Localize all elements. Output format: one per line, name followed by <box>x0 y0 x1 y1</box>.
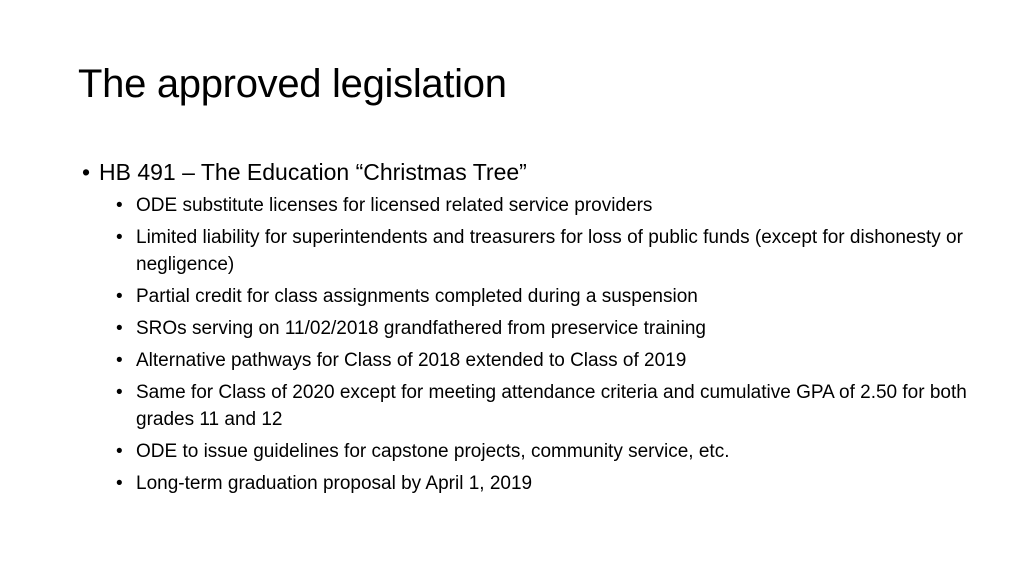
sub-bullet-text: ODE substitute licenses for licensed related service providers <box>136 195 653 216</box>
bullet-icon: • <box>116 473 123 494</box>
sub-bullet-point <box>82 438 996 465</box>
sub-bullet-point <box>82 379 996 433</box>
sub-bullet-text: SROs serving on 11/02/2018 grandfathered from preservice training <box>136 318 706 339</box>
sub-bullet-text: Partial credit for class assignments completed during a suspension <box>136 286 698 307</box>
sub-bullet-point <box>82 315 996 342</box>
sub-bullet-text: Same for Class of 2020 except for meeting attendance criteria and cumulative GPA of 2.50 for both grades 11 and 12 <box>136 382 967 430</box>
bullet-icon: • <box>116 350 123 371</box>
sub-bullet-text: ODE to issue guidelines for capstone projects, community service, etc. <box>136 441 730 462</box>
sub-bullet-point <box>82 283 996 310</box>
slide-title: The approved legislation <box>78 62 507 106</box>
sub-bullet-point <box>82 347 996 374</box>
main-bullet-text: HB 491 – The Education “Christmas Tree” <box>99 159 527 185</box>
bullet-icon: • <box>116 286 123 307</box>
bullet-icon: • <box>116 441 123 462</box>
sub-bullet-text: Limited liability for superintendents and treasurers for loss of public funds (except for dishonesty or negligence) <box>136 227 963 275</box>
bullet-icon: • <box>116 195 123 216</box>
sub-bullet-point <box>82 192 996 219</box>
bullet-icon: • <box>116 318 123 339</box>
bullet-icon: • <box>82 159 91 185</box>
sub-bullet-text: Long-term graduation proposal by April 1, 2019 <box>136 473 533 494</box>
sub-bullet-point <box>82 224 996 278</box>
bullet-icon: • <box>116 227 123 248</box>
bullet-icon: • <box>116 382 123 403</box>
sub-bullet-text: Alternative pathways for Class of 2018 extended to Class of 2019 <box>136 350 687 371</box>
sub-bullet-list <box>82 192 982 497</box>
slide-body <box>82 156 982 502</box>
sub-bullet-point <box>82 470 996 497</box>
main-bullet-point <box>82 156 982 188</box>
